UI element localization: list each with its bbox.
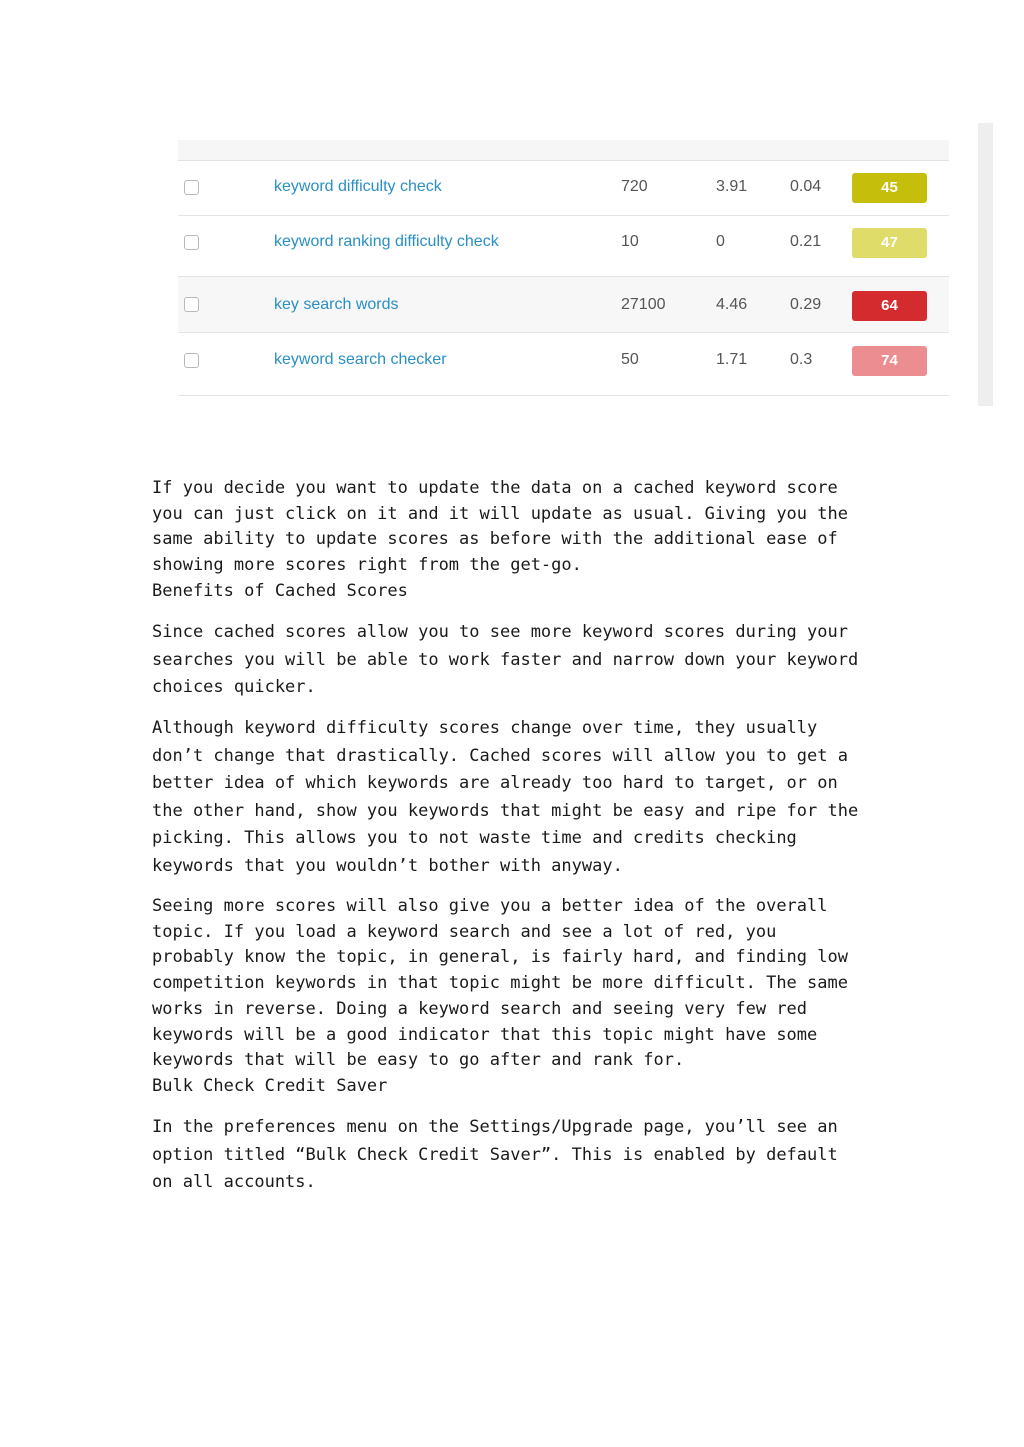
difficulty-score-badge[interactable]: 74 [852,346,927,376]
difficulty-score-badge[interactable]: 45 [852,173,927,203]
difficulty-score-badge[interactable]: 64 [852,291,927,321]
keyword-table-screenshot [178,123,993,406]
competition-value: 0.04 [790,178,822,195]
table-row[interactable] [178,277,949,333]
difficulty-score-badge[interactable]: 47 [852,228,927,258]
keyword-link[interactable]: keyword difficulty check [274,178,442,195]
row-checkbox[interactable] [184,297,199,312]
competition-value: 0.21 [790,233,822,250]
row-checkbox[interactable] [184,353,199,368]
cpc-value: 0 [716,233,725,250]
row-checkbox[interactable] [184,235,199,250]
cpc-value: 4.46 [716,296,748,313]
cpc-value: 1.71 [716,351,748,368]
table-header-bar [178,140,949,161]
volume-value: 27100 [621,296,666,313]
competition-value: 0.3 [790,351,813,368]
volume-value: 10 [621,233,639,250]
paragraph-text: Since cached scores allow you to see more keyword scores during your searches you will be able to work faster and narrow down your keyword choices quicker. [152,622,859,697]
paragraph-cached-update [152,476,882,605]
paragraph-overall-topic [152,894,882,1100]
heading-bulk-check: Bulk Check Credit Saver [152,1075,388,1096]
table-row[interactable] [178,333,949,396]
paragraph-credit-saver [152,1114,882,1197]
paragraph-text: If you decide you want to update the data on a cached keyword score you can just click on it and it will update as usual. Giving you the same ability to update scores as before with the additional ease of showing more scores right from the get-go. [152,478,848,576]
paragraph-text: Seeing more scores will also give you a better idea of the overall topic. If you load a keyword search and see a lot of red, you probably know the topic, in general, is fairly hard, and finding low competition keywords in that topic might be more difficult. The same works in reverse. Doing a keyword search and seeing very few red keywords will be a good indicator that this topic might have some keywords that will be easy to go after and rank for. [152,896,848,1071]
paragraph-text: Although keyword difficulty scores change over time, they usually don’t change that drastically. Cached scores will allow you to get a better idea of which keywords are already too hard to target, or on the other hand, show you keywords that might be easy and ripe for the picking. This allows you to not waste time and credits checking keywords that you wouldn’t bother with anyway. [152,718,859,876]
table-row[interactable] [178,216,949,277]
row-checkbox[interactable] [184,180,199,195]
keyword-link[interactable]: key search words [274,296,399,313]
scrollbar[interactable] [978,123,993,406]
table-row[interactable] [178,161,949,216]
paragraph-benefits [152,619,882,702]
keyword-link[interactable]: keyword search checker [274,351,447,368]
volume-value: 50 [621,351,639,368]
volume-value: 720 [621,178,648,195]
cpc-value: 3.91 [716,178,748,195]
paragraph-difficulty-change [152,715,882,880]
keyword-link[interactable]: keyword ranking difficulty check [274,233,499,250]
competition-value: 0.29 [790,296,822,313]
paragraph-text: In the preferences menu on the Settings/Upgrade page, you’ll see an option titled “Bulk Check Credit Saver”. This is enabled by default on all accounts. [152,1117,838,1192]
heading-benefits: Benefits of Cached Scores [152,580,408,601]
